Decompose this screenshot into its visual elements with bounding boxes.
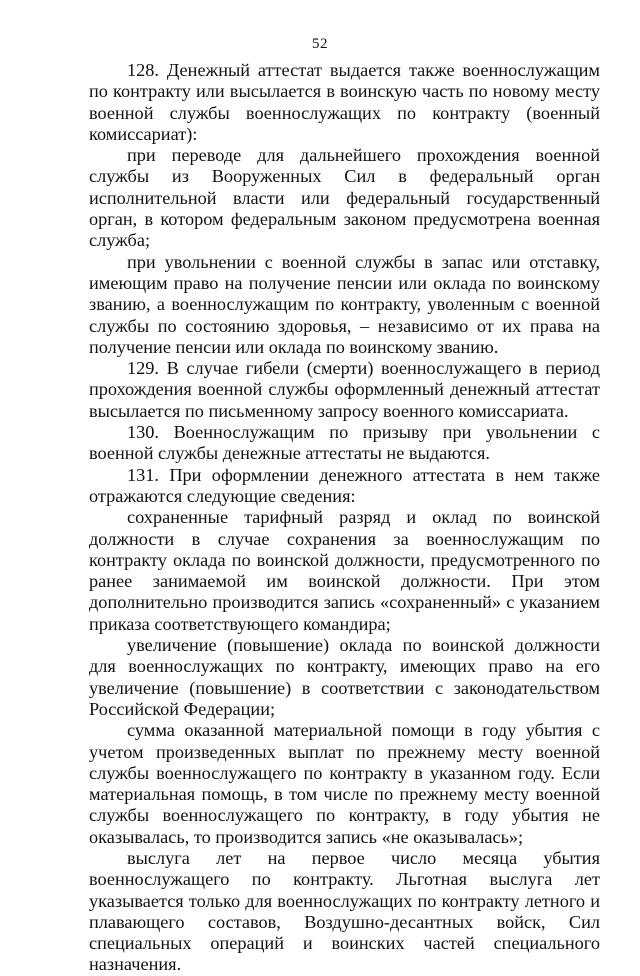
paragraph-131-salary-increase: увеличение (повышение) оклада по воинской должности для военнослужащих по контракту, имеющих право на его увеличение (повышение) в соответствии с законодательством Российской Федерации;: [89, 635, 600, 719]
paragraph-128-transfer: при переводе для дальнейшего прохождения военной службы из Вооруженных Сил в федеральный орган исполнительной власти или федеральный государственный орган, в котором федеральным законом предусмотрена военная служба;: [89, 145, 600, 251]
paragraph-131-saved-rate: сохраненные тарифный разряд и оклад по воинской должности в случае сохранения за военнослужащим по контракту оклада по воинской должности, предусмотренного по ранее занимаемой им воинской должности. При этом дополнительно производится запись «сохраненный» с указанием приказа соответствующего командира;: [89, 507, 600, 634]
paragraph-131-service-length: выслуга лет на первое число месяца убытия военнослужащего по контракту. Льготная выслуга лет указывается только для военнослужащих по контракту летного и плавающего составов, Воздушно-десантных войск, Сил специальных операций и воинских частей специального назначения.: [89, 847, 600, 975]
paragraph-128: 128. Денежный аттестат выдается также военнослужащим по контракту или высылается в воинскую часть по новому месту военной службы военнослужащих по контракту (военный комиссариат):: [89, 60, 600, 144]
paragraph-128-discharge: при увольнении с военной службы в запас или отставку, имеющим право на получение пенсии или оклада по воинскому званию, а военнослужащим по контракту, уволенным с военной службы по состоянию здоровья, – независимо от их права на получение пенсии или оклада по воинскому званию.: [89, 251, 600, 357]
page-number: 52: [312, 36, 328, 52]
paragraph-131-material-aid: сумма оказанной материальной помощи в году убытия с учетом произведенных выплат по прежнему месту военной службы военнослужащего по контракту в указанном году. Если материальная помощь, в том числе по прежнему месту военной службы военнослужащего по контракту, в году убытия не оказывалась, то производится запись «не оказывалась»;: [89, 720, 600, 847]
document-body: [89, 60, 600, 976]
paragraph-129: 129. В случае гибели (смерти) военнослужащего в период прохождения военной службы оформленный денежный аттестат высылается по письменному запросу военного комиссариата.: [89, 358, 600, 421]
paragraph-131: 131. При оформлении денежного аттестата в нем также отражаются следующие сведения:: [89, 464, 600, 506]
paragraph-130: 130. Военнослужащим по призыву при увольнении с военной службы денежные аттестаты не выдаются.: [89, 422, 600, 464]
